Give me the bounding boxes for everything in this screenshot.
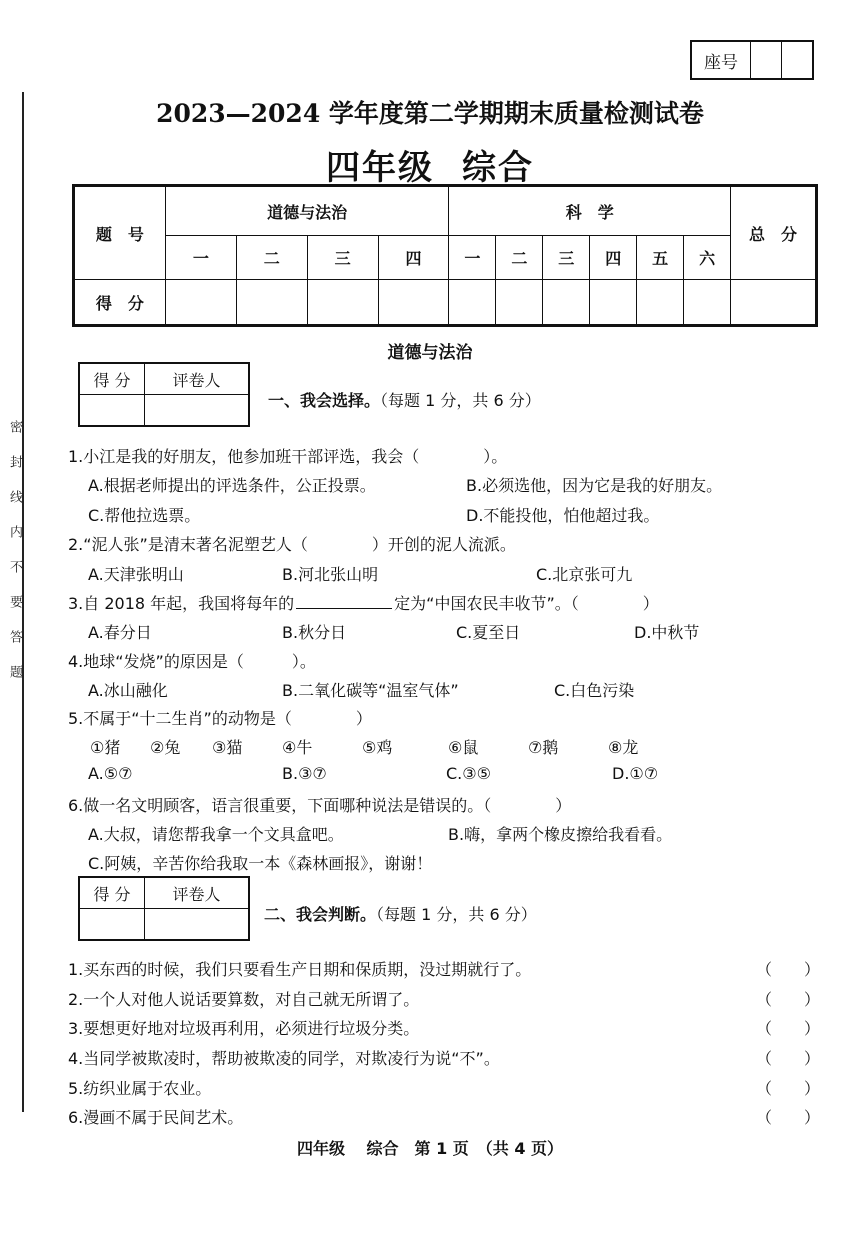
section-title: 道德与法治 xyxy=(387,343,473,363)
column-header: 四 xyxy=(590,236,637,280)
question-3-text: 3.自 2018 年起，我国将每年的 xyxy=(68,594,295,613)
question-5: 5.不属于“十二生肖”的动物是（ ） xyxy=(68,709,372,728)
question-6-option-b: B.嗨，拿两个橡皮擦给我看看。 xyxy=(448,825,673,844)
question-2-option-c: C.北京张可九 xyxy=(536,565,633,584)
column-header: 六 xyxy=(684,236,731,280)
seat-number-cell[interactable] xyxy=(782,42,812,78)
score-cell[interactable] xyxy=(496,280,543,326)
column-header: 二 xyxy=(496,236,543,280)
column-header: 一 xyxy=(165,236,236,280)
judgment-item: 1.买东西的时候，我们只要看生产日期和保质期，没过期就行了。 xyxy=(68,960,532,979)
grader-score-cell[interactable] xyxy=(79,909,145,941)
question-2-option-b: B.河北张山明 xyxy=(282,565,379,584)
animal-item: ⑦鹅 xyxy=(528,738,559,757)
question-6: 6.做一名文明顾客，语言很重要，下面哪种说法是错误的。（ ） xyxy=(68,796,572,815)
page-footer: 四年级 综合 第 1 页 （共 4 页） xyxy=(296,1139,564,1158)
column-header: 三 xyxy=(543,236,590,280)
question-4-option-c: C.白色污染 xyxy=(554,681,635,700)
answer-parentheses[interactable]: （ ） xyxy=(756,990,821,1009)
question-3-option-d: D.中秋节 xyxy=(634,623,700,642)
column-header: 二 xyxy=(236,236,307,280)
animal-item: ⑤鸡 xyxy=(362,738,393,757)
question-3 xyxy=(68,591,659,614)
grade-label: 四年级 xyxy=(326,148,434,188)
question-6-option-a: A.大叔，请您帮我拿一个文具盒吧。 xyxy=(88,825,344,844)
animal-item: ②兔 xyxy=(150,738,181,757)
question-2: 2.“泥人张”是清末著名泥塑艺人（ ）开创的泥人流派。 xyxy=(68,535,516,554)
seat-number-cell[interactable] xyxy=(751,42,782,78)
question-5-option-b: B.③⑦ xyxy=(282,764,327,783)
group-header-morality: 道德与法治 xyxy=(165,186,449,236)
answer-parentheses[interactable]: （ ） xyxy=(756,1049,821,1068)
animal-item: ⑧龙 xyxy=(608,738,639,757)
score-cell[interactable] xyxy=(543,280,590,326)
score-table xyxy=(72,184,818,327)
score-cell[interactable] xyxy=(165,280,236,326)
score-row-label: 得 分 xyxy=(74,280,166,326)
exam-title: 2023—2024 学年度第二学期期末质量检测试卷 xyxy=(156,99,704,128)
part2-heading xyxy=(264,902,537,925)
animal-item: ③猫 xyxy=(212,738,243,757)
question-1-option-c: C.帮他拉选票。 xyxy=(88,506,201,525)
grader-box xyxy=(78,362,250,427)
score-cell[interactable] xyxy=(307,280,378,326)
question-3-option-b: B.秋分日 xyxy=(282,623,347,642)
question-1-option-b: B.必须选他，因为它是我的好朋友。 xyxy=(466,476,723,495)
question-number-header: 题 号 xyxy=(74,186,166,280)
question-4-option-a: A.冰山融化 xyxy=(88,681,168,700)
question-1-option-a: A.根据老师提出的评选条件，公正投票。 xyxy=(88,476,376,495)
column-header: 一 xyxy=(449,236,496,280)
subject-label: 综合 xyxy=(462,148,534,188)
answer-blank[interactable] xyxy=(296,594,392,609)
total-score-header: 总 分 xyxy=(731,186,817,280)
answer-parentheses[interactable]: （ ） xyxy=(756,1019,821,1038)
column-header: 四 xyxy=(378,236,449,280)
animal-item: ⑥鼠 xyxy=(448,738,479,757)
part2-title: 二、我会判断。 xyxy=(264,905,377,924)
judgment-item: 6.漫画不属于民间艺术。 xyxy=(68,1108,244,1127)
question-3-option-c: C.夏至日 xyxy=(456,623,521,642)
part1-note: （每题 1 分，共 6 分） xyxy=(380,391,541,410)
score-cell[interactable] xyxy=(684,280,731,326)
score-cell[interactable] xyxy=(590,280,637,326)
part1-title: 一、我会选择。 xyxy=(268,391,381,410)
score-cell[interactable] xyxy=(378,280,449,326)
judgment-item: 5.纺织业属于农业。 xyxy=(68,1079,212,1098)
score-cell[interactable] xyxy=(449,280,496,326)
question-4-option-b: B.二氧化碳等“温室气体” xyxy=(282,681,459,700)
question-3-option-a: A.春分日 xyxy=(88,623,152,642)
grader-name-label: 评卷人 xyxy=(145,877,250,909)
answer-parentheses[interactable]: （ ） xyxy=(756,1079,821,1098)
column-header: 五 xyxy=(637,236,684,280)
question-5-option-a: A.⑤⑦ xyxy=(88,764,133,783)
score-cell[interactable] xyxy=(637,280,684,326)
question-2-option-a: A.天津张明山 xyxy=(88,565,184,584)
question-5-option-c: C.③⑤ xyxy=(446,764,491,783)
group-header-science: 科 学 xyxy=(449,186,731,236)
animal-item: ④牛 xyxy=(282,738,313,757)
seat-number-label: 座号 xyxy=(692,42,751,78)
total-score-cell[interactable] xyxy=(731,280,817,326)
grader-name-label: 评卷人 xyxy=(145,363,250,395)
question-1: 1.小江是我的好朋友，他参加班干部评选，我会（ ）。 xyxy=(68,447,508,466)
seat-number-box xyxy=(690,40,814,80)
question-3-text-end: 定为“中国农民丰收节”。（ ） xyxy=(394,594,659,613)
animal-item: ①猪 xyxy=(90,738,121,757)
grader-score-label: 得 分 xyxy=(79,363,145,395)
column-header: 三 xyxy=(307,236,378,280)
binding-line-text: 密封线内不要答题 xyxy=(7,420,22,700)
grader-name-cell[interactable] xyxy=(145,395,250,427)
grader-score-label: 得 分 xyxy=(79,877,145,909)
judgment-item: 2.一个人对他人说话要算数，对自己就无所谓了。 xyxy=(68,990,420,1009)
question-1-option-d: D.不能投他，怕他超过我。 xyxy=(466,506,660,525)
part1-heading xyxy=(268,388,541,411)
answer-parentheses[interactable]: （ ） xyxy=(756,960,821,979)
grader-score-cell[interactable] xyxy=(79,395,145,427)
judgment-item: 3.要想更好地对垃圾再利用，必须进行垃圾分类。 xyxy=(68,1019,420,1038)
answer-parentheses[interactable]: （ ） xyxy=(756,1108,821,1127)
question-6-option-c: C.阿姨，辛苦你给我取一本《森林画报》，谢谢！ xyxy=(88,854,433,873)
question-4: 4.地球“发烧”的原因是（ ）。 xyxy=(68,652,316,671)
question-5-option-d: D.①⑦ xyxy=(612,764,659,783)
score-cell[interactable] xyxy=(236,280,307,326)
grader-name-cell[interactable] xyxy=(145,909,250,941)
judgment-item: 4.当同学被欺凌时，帮助被欺凌的同学，对欺凌行为说“不”。 xyxy=(68,1049,500,1068)
part2-note: （每题 1 分，共 6 分） xyxy=(376,905,537,924)
exam-subtitle xyxy=(0,140,860,189)
grader-box xyxy=(78,876,250,941)
